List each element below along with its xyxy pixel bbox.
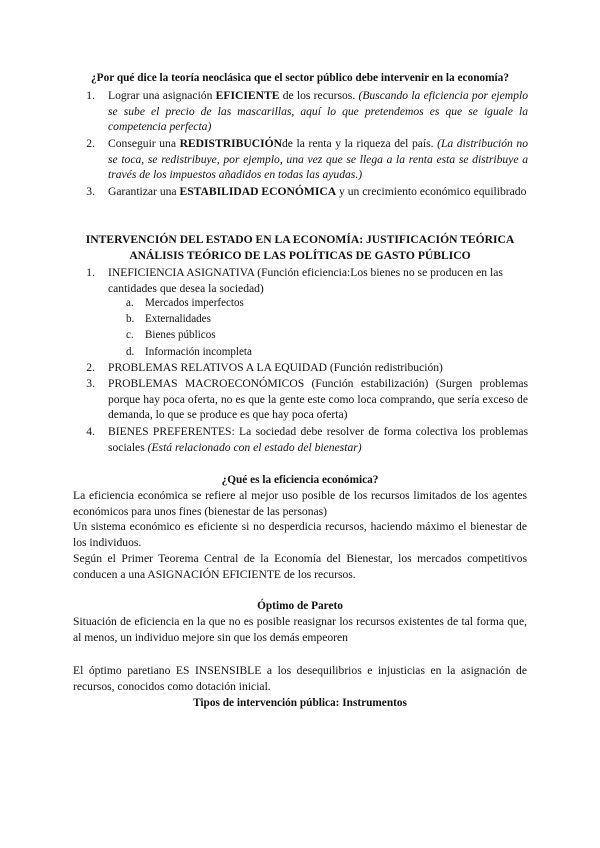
section2-title: INTERVENCIÓN DEL ESTADO EN LA ECONOMÍA: JUSTIFICACIÓN TEÓRICA bbox=[85, 233, 515, 246]
s2-subitem-d-letter: d. bbox=[126, 346, 135, 358]
q1-item-1-key: EFICIENTE bbox=[215, 89, 280, 102]
s2-item-3-number: 3. bbox=[86, 377, 95, 390]
s2-subitem-c: Bienes públicos bbox=[145, 329, 216, 341]
q1-item-2-note: (La distribución no se toca, se redistribuye, por ejemplo, una vez que se llega a la renta esta se distribuye a través de los impuestos añadidos en todas las ayudas.) bbox=[108, 137, 528, 181]
q2-title: ¿Qué es la eficiencia económica? bbox=[221, 474, 379, 486]
q1-item-2-number: 2. bbox=[86, 137, 95, 150]
q1-item-3 bbox=[108, 184, 528, 200]
s2-subitem-a-letter: a. bbox=[126, 297, 134, 309]
section2-subtitle: ANÁLISIS TEÓRICO DE LAS POLÍTICAS DE GASTO PÚBLICO bbox=[129, 249, 471, 262]
q3-title: Tipos de intervención pública: Instrumentos bbox=[193, 697, 407, 709]
q1-item-1 bbox=[108, 88, 528, 135]
q1-item-3-key: ESTABILIDAD ECONÓMICA bbox=[179, 185, 337, 198]
q1-item-2-pre: Conseguir una bbox=[108, 137, 180, 150]
q1-item-1-number: 1. bbox=[86, 89, 95, 102]
s2-item-4-number: 4. bbox=[86, 425, 95, 438]
q1-item-3-post: y un crecimiento económico equilibrado bbox=[336, 185, 527, 198]
pareto-paragraph-1: Situación de eficiencia en la que no es posible reasignar los recursos existentes de tal forma que, al menos, un individuo mejore sin que los demás empeoren bbox=[73, 615, 527, 644]
s2-subitem-b-letter: b. bbox=[126, 313, 135, 325]
s2-subitem-b: Externalidades bbox=[145, 313, 211, 325]
q1-item-1-note: (Buscando la eficiencia por ejemplo se sube el precio de las mascarillas, aquí lo que pretendemos es que se iguale la competencia perfecta) bbox=[108, 89, 528, 133]
q2-paragraph-2: Un sistema económico es eficiente si no desperdicia recursos, haciendo máximo el bienestar de los individuos. bbox=[73, 520, 527, 549]
q1-item-2 bbox=[108, 136, 528, 183]
q1-title: ¿Por qué dice la teoría neoclásica que el sector público debe intervenir en la economía? bbox=[91, 72, 509, 84]
s2-item-4-text: BIENES PREFERENTES: La sociedad debe resolver de forma colectiva los problemas sociales bbox=[108, 425, 528, 454]
s2-item-4-note: (Está relacionado con el estado del bienestar) bbox=[147, 440, 362, 454]
s2-item-1-text: INEFICIENCIA ASIGNATIVA (Función eficiencia:Los bienes no se producen en las cantidades que desea la sociedad) bbox=[108, 266, 503, 295]
q1-item-1-post: de los recursos. bbox=[279, 89, 359, 102]
q2-paragraph-1: La eficiencia económica se refiere al mejor uso posible de los recursos limitados de los agentes económicos para unos fines (bienestar de las personas) bbox=[73, 489, 527, 518]
q1-item-3-number: 3. bbox=[86, 185, 95, 198]
s2-item-2-number: 2. bbox=[86, 361, 95, 374]
q1-item-2-post: de la renta y la riqueza del país. bbox=[282, 137, 438, 150]
s2-item-4 bbox=[108, 424, 528, 455]
pareto-title: Óptimo de Pareto bbox=[257, 600, 343, 612]
s2-subitem-c-letter: c. bbox=[126, 329, 134, 341]
s2-item-3-text: PROBLEMAS MACROECONÓMICOS (Función estabilización) (Surgen problemas porque hay poca oferta, no es que la gente este como loca comprando, que sería exceso de demanda, lo que se produce es que hay poca oferta) bbox=[108, 377, 528, 421]
s2-item-1-number: 1. bbox=[86, 266, 95, 279]
q2-paragraph-3: Según el Primer Teorema Central de la Economía del Bienestar, los mercados competitivos conducen a una ASIGNACIÓN EFICIENTE de los recursos. bbox=[73, 552, 527, 581]
q1-item-1-pre: Lograr una asignación bbox=[108, 89, 216, 102]
q1-item-3-pre: Garantizar una bbox=[108, 185, 180, 198]
pareto-paragraph-2: El óptimo paretiano ES INSENSIBLE a los desequilibrios e injusticias en la asignación de recursos, conocidos como dotación inicial. bbox=[73, 664, 527, 693]
q1-item-2-key: REDISTRIBUCIÓN bbox=[179, 137, 282, 150]
s2-item-2-text: PROBLEMAS RELATIVOS A LA EQUIDAD (Función redistribución) bbox=[108, 361, 443, 374]
s2-subitem-d: Información incompleta bbox=[145, 346, 252, 358]
s2-subitem-a: Mercados imperfectos bbox=[145, 297, 244, 309]
